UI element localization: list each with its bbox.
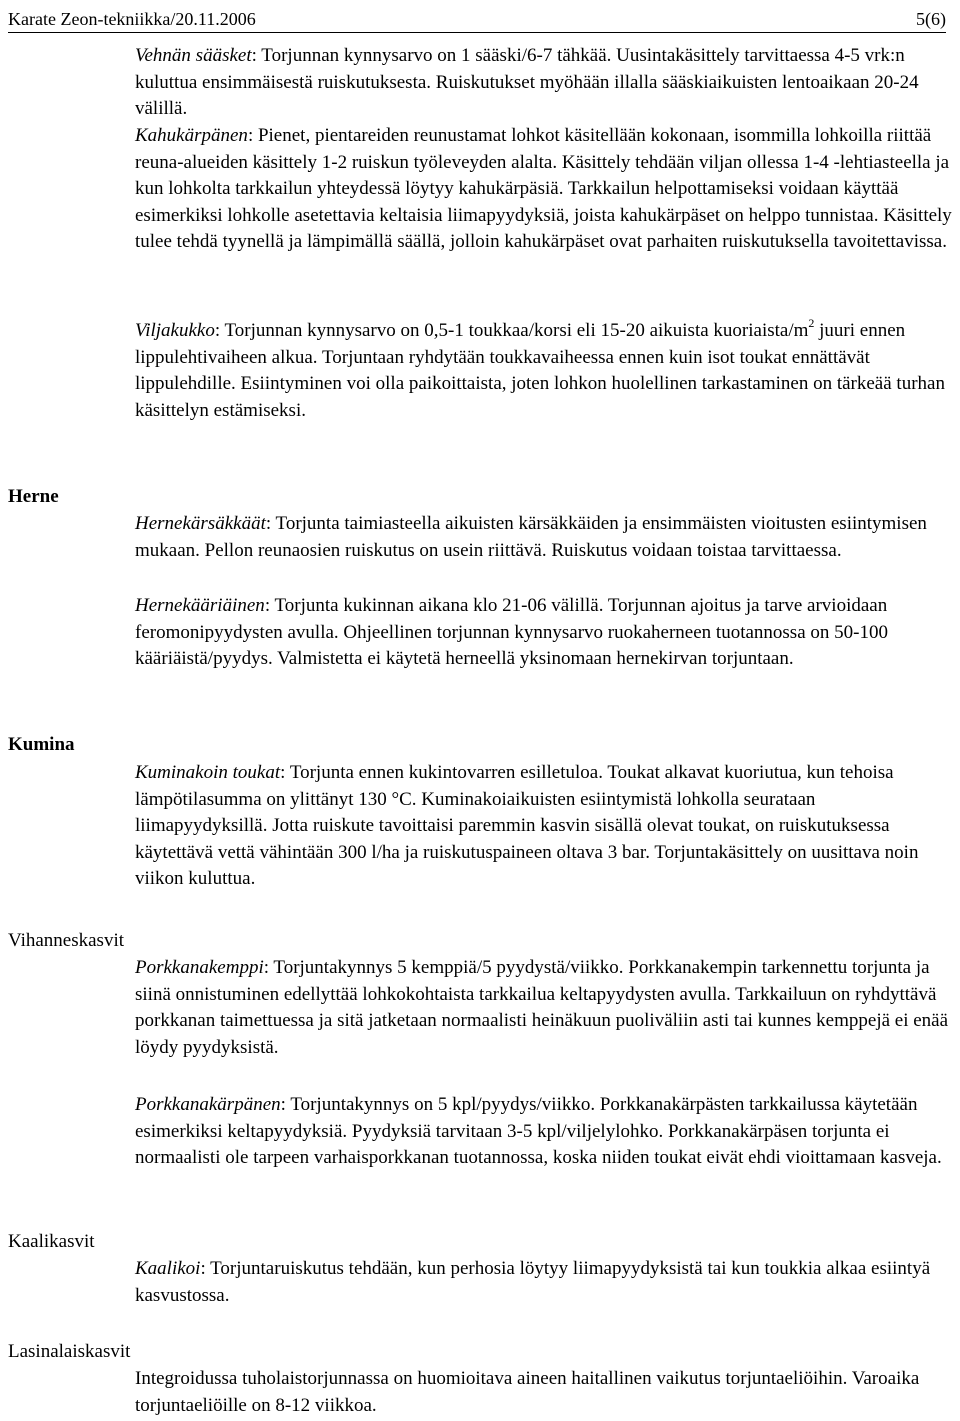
- text-kahukarpanen: : Pienet, pientareiden reunustamat lohkot käsitellään kokonaan, isommilla lohkoilla riittää reuna-alueiden käsittely 1-2 ruiskun työleveyden alalta. Käsittely tehdään viljan ollessa 1-4 -lehtiasteella ja kun lohkolta tarkkailun yhteydessä löytyy kahukärpäsiä. Tarkkailun helpottamiseksi voidaan käyttää esimerkiksi lohkolle asetettavia keltaisia liimapyydyksiä, joista kahukärpäset on helppo tunnistaa. Käsittely tulee tehdä tyynellä ja lämpimällä säällä, jolloin kahukärpäset ovat parhaiten ruiskutuksella tavoitettavissa.: [135, 125, 952, 252]
- page-header: [8, 8, 946, 30]
- paragraph-kuminakoin-toukat: [135, 760, 952, 893]
- crop-label-kaalikasvit: Kaalikasvit: [8, 1231, 95, 1252]
- paragraph-kahukarpanen: [135, 123, 952, 256]
- paragraph-porkkanakemppi: [135, 955, 952, 1061]
- text-vehnan-saasket: : Torjunnan kynnysarvo on 1 sääski/6-7 tähkää. Uusintakäsittely tarvittaessa 4-5 vrk:n kuluttua ensimmäisestä ruiskutuksesta. Ruiskutukset myöhään illalla sääskiaikuisten lentoaikaan 20-24 välillä.: [135, 45, 919, 119]
- text-viljakukko-b: juuri ennen lippulehtivaiheen alkua. Torjuntaan ryhdytään toukkavaiheessa ennen kuin isot toukat ennättävät lippulehdille. Esiintyminen voi olla paikoittaista, joten lohkon huolellinen tarkastaminen on tärkeää turhan käsittelyn estämiseksi.: [135, 320, 945, 421]
- text-kuminakoin-toukat: : Torjunta ennen kukintovarren esilletuloa. Toukat alkavat kuoriutua, kun tehoisa lämpötilasumma on ylittänyt 130 °C. Kuminakoiaikuisten esiintymistä lohkolla seurataan liimapyydyksillä. Jotta ruiskute tavoittaisi paremmin kasvin sisällä olevat toukat, on ruiskutuksessa käytettävä vettä vähintään 300 l/ha ja ruiskutuspaineen oltava 3 bar. Torjuntakäsittely on uusittava noin viikon kuluttua.: [135, 762, 919, 889]
- text-viljakukko-a: : Torjunnan kynnysarvo on 0,5-1 toukkaa/korsi eli 15-20 aikuista kuoriaista/m: [214, 320, 809, 341]
- term-hernekaariainen: Hernekääriäinen: [135, 595, 265, 616]
- paragraph-lasinalaiskasvit: Integroidussa tuholaistorjunnassa on huomioitava aineen haitallinen vaikutus torjuntaeliöihin. Varoaika torjuntaeliöille on 8-12 viikkoa.: [135, 1368, 920, 1416]
- term-porkkanakemppi: Porkkanakemppi: [135, 957, 264, 978]
- crop-label-kumina: Kumina: [8, 734, 75, 755]
- crop-label-vihanneskasvit: Vihanneskasvit: [8, 930, 125, 951]
- term-vehnan-saasket: Vehnän sääsket: [135, 45, 252, 66]
- paragraph-vehnan-saasket: [135, 43, 952, 123]
- crop-label-lasinalaiskasvit: Lasinalaiskasvit: [8, 1341, 131, 1362]
- text-hernekarsakkaat: : Torjunta taimiasteella aikuisten kärsäkkäiden ja ensimmäisten vioitusten esiintymisen mukaan. Pellon reunaosien ruiskutus on usein riittävä. Ruiskutus voidaan toistaa tarvittaessa.: [135, 513, 927, 561]
- paragraph-porkkanakarpanen: [135, 1092, 952, 1172]
- term-kuminakoin-toukat: Kuminakoin toukat: [135, 762, 281, 783]
- term-kaalikoi: Kaalikoi: [135, 1258, 201, 1279]
- header-divider: [8, 32, 946, 33]
- crop-label-herne: Herne: [8, 486, 59, 507]
- page-number: 5(6): [916, 9, 946, 29]
- term-hernekarsakkaat: Hernekärsäkkäät: [135, 513, 266, 534]
- superscript: 2: [808, 315, 815, 330]
- paragraph-hernekaariainen: [135, 593, 952, 673]
- text-kaalikoi: : Torjuntaruiskutus tehdään, kun perhosia löytyy liimapyydyksistä tai kun toukkia alkaa esiintyä kasvustossa.: [135, 1258, 931, 1306]
- paragraph-viljakukko: [135, 315, 952, 424]
- term-viljakukko: Viljakukko: [135, 320, 215, 341]
- paragraph-kaalikoi: [135, 1256, 952, 1309]
- header-title: Karate Zeon-tekniikka/20.11.2006: [8, 9, 256, 29]
- text-porkkanakemppi: : Torjuntakynnys 5 kemppiä/5 pyydystä/viikko. Porkkanakempin tarkennettu torjunta ja siinä onnistuminen edellyttää lohkokohtaista tarkkailua keltapyydysten avulla. Tarkkailuun on ryhdyttävä porkkanan taimettuessa ja sitä jatketaan normaalisti heinäkuun puoliväliin asti tai kunnes kemppejä ei enää löydy pyydyksistä.: [135, 957, 949, 1058]
- term-porkkanakarpanen: Porkkanakärpänen: [135, 1094, 281, 1115]
- paragraph-hernekarsakkaat: [135, 511, 952, 564]
- text-porkkanakarpanen: : Torjuntakynnys on 5 kpl/pyydys/viikko. Porkkanakärpästen tarkkailussa käytetään esimerkiksi keltapyydyksiä. Pyydyksiä tarvitaan 3-5 kpl/viljelylohko. Porkkanakärpäsen torjunta ei normaalisti ole tarpeen varhaisporkkanan tuotannossa, koska niiden toukat eivät ehdi vioittamaan kasveja.: [135, 1094, 942, 1168]
- text-hernekaariainen: : Torjunta kukinnan aikana klo 21-06 välillä. Torjunnan ajoitus ja tarve arvioidaan feromonipyydysten avulla. Ohjeellinen torjunnan kynnysarvo ruokaherneen tuotannossa on 50-100 kääriäistä/pyydys. Valmistetta ei käytetä herneellä yksinomaan hernekirvan torjuntaan.: [135, 595, 888, 669]
- term-kahukarpanen: Kahukärpänen: [135, 125, 248, 146]
